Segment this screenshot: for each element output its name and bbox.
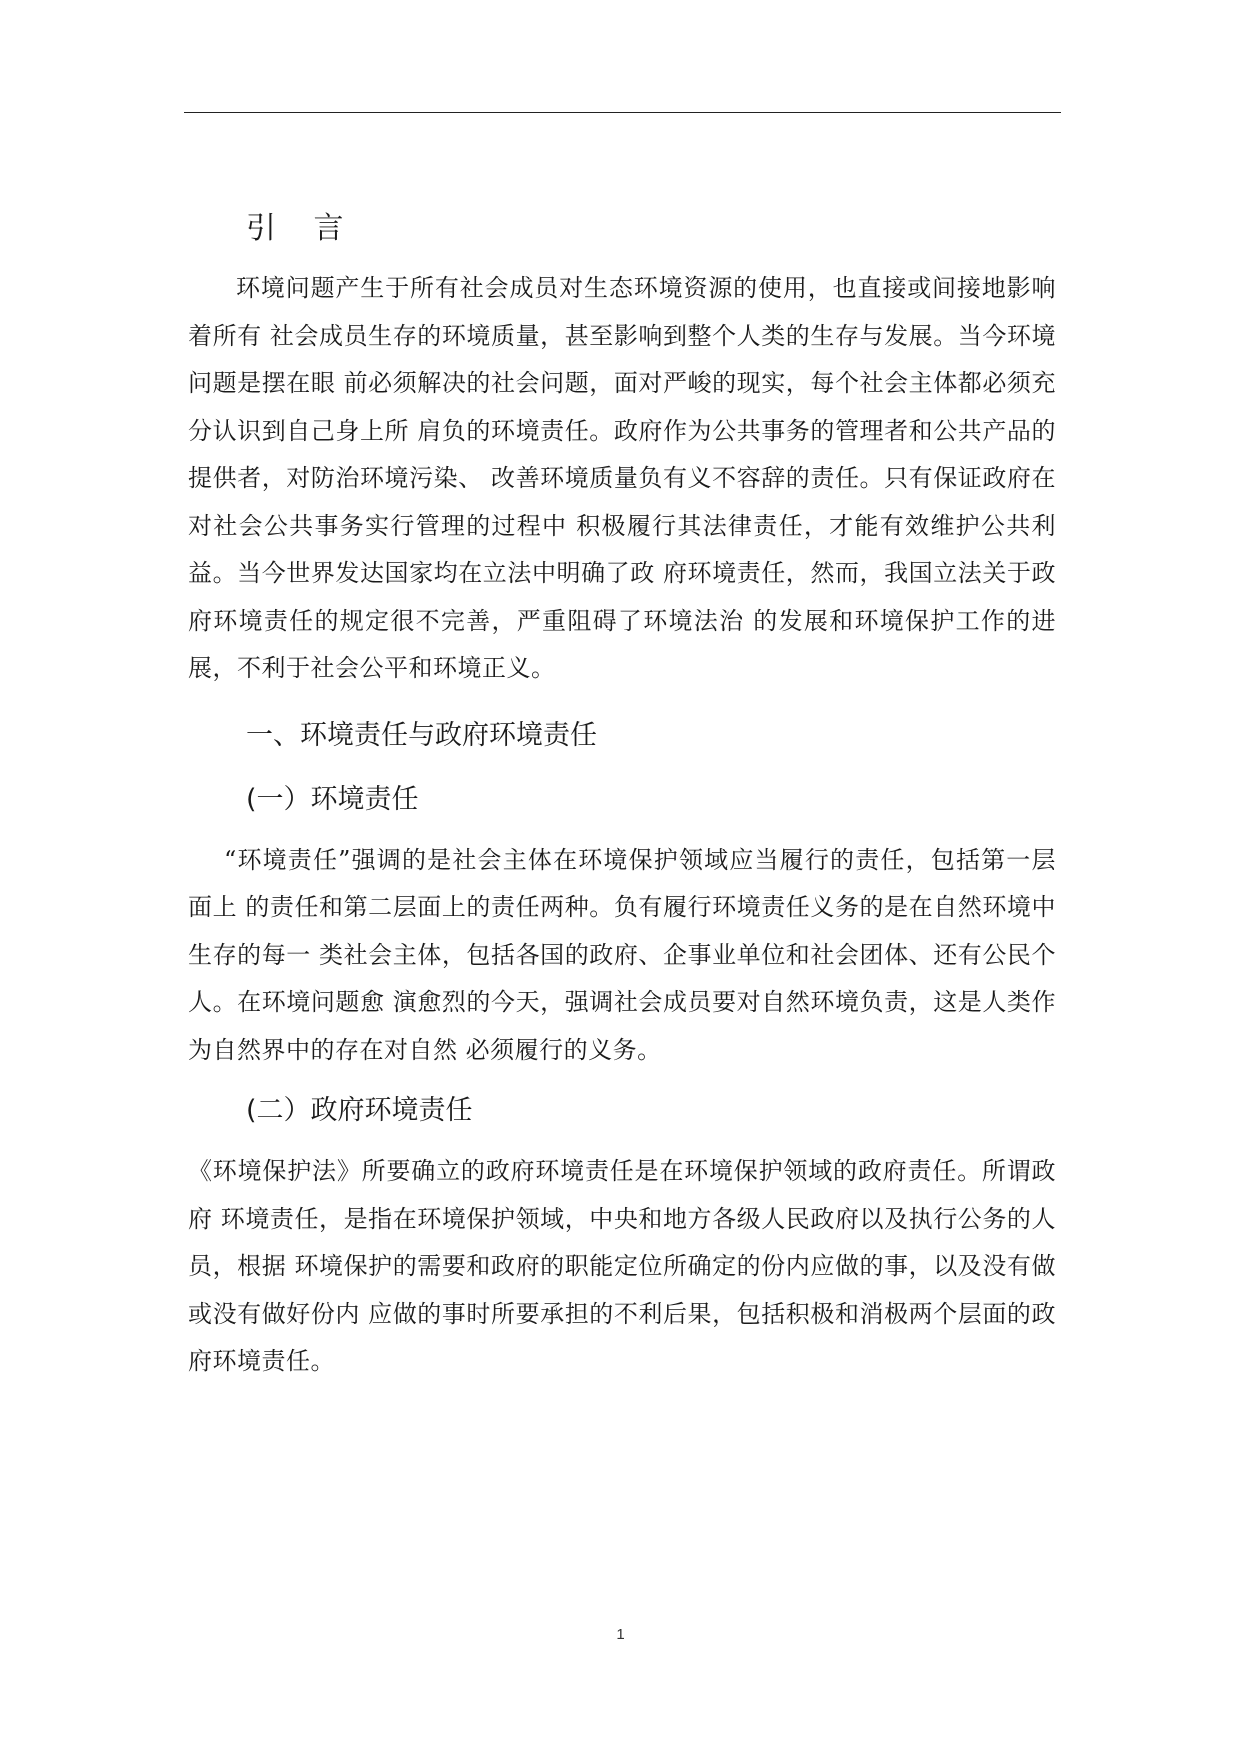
government-responsibility-paragraph: 《环境保护法》所要确立的政府环境责任是在环境保护领域的政府责任。所谓政府 环境责任，是指在环境保护领域，中央和地方各级人民政府以及执行公务的人员，根据 环境保护的需要和政府的职能定位所确定的份内应做的事，以及没有做或没有做好份内 应做的事时所要承担的不利后果，包括积极和消极两个层面的政府环境责任。 xyxy=(188,1157,1056,1375)
page-number: 1 xyxy=(616,1626,625,1643)
intro-heading: 引 言 xyxy=(246,211,358,246)
subsection-heading-government-responsibility: (二）政府环境责任 xyxy=(246,1095,473,1126)
section-heading: 一、环境责任与政府环境责任 xyxy=(246,719,597,751)
environmental-responsibility-paragraph: “环境责任”强调的是社会主体在环境保护领域应当履行的责任，包括第一层面上 的责任和第二层面上的责任两种。负有履行环境责任义务的是在自然环境中生存的每一 类社会主体，包括各国的政府、企事业单位和社会团体、还有公民个人。在环境问题愈 演愈烈的今天，强调社会成员要对自然环境负责，这是人类作为自然界中的存在对自然 必须履行的义务。 xyxy=(188,845,1056,1064)
document-body xyxy=(188,205,1056,1386)
subsection-heading-environmental-responsibility: (一）环境责任 xyxy=(246,783,419,815)
intro-paragraph: 环境问题产生于所有社会成员对生态环境资源的使用，也直接或间接地影响着所有 社会成员生存的环境质量，甚至影响到整个人类的生存与发展。当今环境问题是摆在眼 前必须解决的社会问题，面对严峻的现实，每个社会主体都必须充分认识到自己身上所 肩负的环境责任。政府作为公共事务的管理者和公共产品的提供者，对防治环境污染、 改善环境质量负有义不容辞的责任。只有保证政府在对社会公共事务实行管理的过程中 积极履行其法律责任，才能有效维护公共利益。当今世界发达国家均在立法中明确了政 府环境责任，然而，我国立法关于政府环境责任的规定很不完善，严重阻碍了环境法治 的发展和环境保护工作的进展，不利于社会公平和环境正义。 xyxy=(188,274,1056,682)
header-rule xyxy=(184,112,1061,113)
